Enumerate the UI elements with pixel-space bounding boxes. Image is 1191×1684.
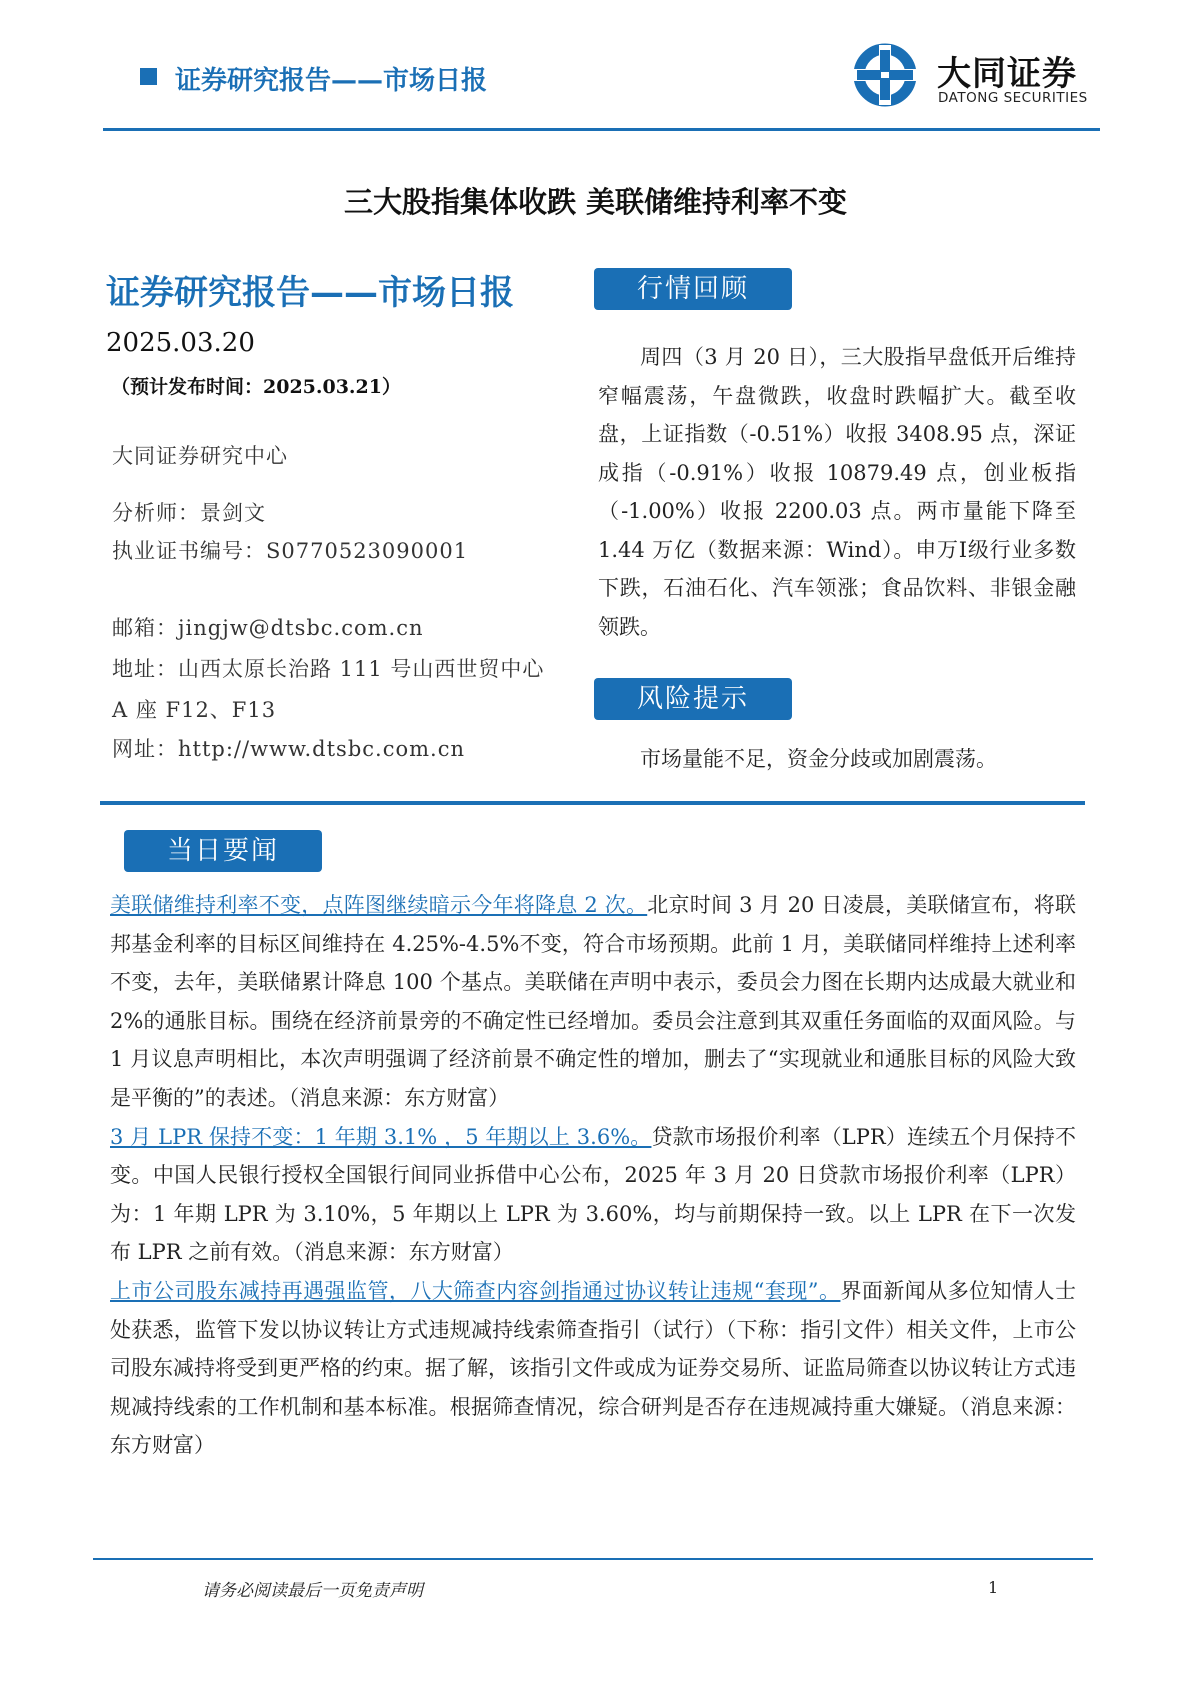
address-line-2: A 座 F12、F13	[112, 698, 277, 722]
disclaimer-note: 请务必阅读最后一页免责声明	[202, 1581, 423, 1601]
market-review-tag: 行情回顾	[594, 268, 792, 310]
page-number: 1	[988, 1578, 999, 1597]
risk-warning-tag: 风险提示	[594, 678, 792, 720]
website-link[interactable]: 网址：http://www.dtsbc.com.cn	[112, 737, 465, 761]
news-item	[110, 1118, 1076, 1272]
news-headline-link[interactable]: 3 月 LPR 保持不变：1 年期 3.1% ，5 年期以上 3.6%。	[110, 1124, 652, 1149]
email-link[interactable]: 邮箱：jingjw@dtsbc.com.cn	[112, 616, 424, 640]
news-headline-link[interactable]: 上市公司股东减持再遇强监管，八大筛查内容剑指通过协议转让违规“套现”。	[110, 1278, 841, 1303]
news-list	[110, 886, 1076, 1465]
news-item	[110, 1272, 1076, 1465]
logo-text-en: DATONG SECURITIES	[938, 90, 1088, 106]
report-date: 2025.03.20	[106, 328, 255, 358]
news-body: 贷款市场报价利率（LPR）连续五个月保持不变。中国人民银行授权全国银行间同业拆借中心公布，2025 年 3 月 20 日贷款市场报价利率（LPR）为：1 年期 LPR 为 3.10%，5 年期以上 LPR 为 3.60%，均与前期保持一致。以上 LPR 在下一次发布 LPR 之前有效。（消息来源：东方财富）	[110, 1124, 1077, 1265]
logo-text-cn: 大同证券	[937, 54, 1077, 94]
news-body: 界面新闻从多位知情人士处获悉，监管下发以协议转让方式违规减持线索筛查指引（试行）（下称：指引文件）相关文件，上市公司股东减持将受到更严格的约束。据了解，该指引文件或成为证券交易所、证监局筛查以协议转让方式违规减持线索的工作机制和基本标准。根据筛查情况，综合研判是否存在违规减持重大嫌疑。（消息来源：东方财富）	[110, 1278, 1076, 1458]
news-headline-link[interactable]: 美联储维持利率不变，点阵图继续暗示今年将降息 2 次。	[110, 893, 648, 917]
analyst-name: 分析师：景剑文	[112, 501, 266, 525]
document-title: 三大股指集体收跌 美联储维持利率不变	[343, 185, 848, 219]
logo-mark-icon	[845, 42, 929, 108]
certificate-number: 执业证书编号：S0770523090001	[112, 539, 469, 563]
daily-news-tag: 当日要闻	[124, 830, 322, 872]
footer-divider	[93, 1558, 1093, 1560]
side-report-title: 证券研究报告——市场日报	[106, 273, 514, 313]
header-divider	[103, 128, 1100, 131]
news-item	[110, 886, 1076, 1118]
address-line-1: 地址：山西太原长治路 111 号山西世贸中心	[112, 657, 545, 681]
company-logo	[845, 42, 1115, 108]
risk-warning-text: 市场量能不足，资金分歧或加剧震荡。	[640, 747, 997, 771]
section-divider	[100, 801, 1085, 805]
header-square-icon	[140, 68, 157, 85]
research-center: 大同证券研究中心	[112, 444, 288, 468]
header-title: 证券研究报告——市场日报	[175, 66, 488, 96]
news-body: 北京时间 3 月 20 日凌晨，美联储宣布，将联邦基金利率的目标区间维持在 4.25%-4.5%不变，符合市场预期。此前 1 月，美联储同样维持上述利率不变，去年，美联储累计降息 100 个基点。美联储在声明中表示，委员会力图在长期内达成最大就业和 2%的通胀目标。围绕在经济前景旁的不确定性已经增加。委员会注意到其双重任务面临的双面风险。与 1 月议息声明相比，本次声明强调了经济前景不确定性的增加，删去了“实现就业和通胀目标的风险大致是平衡的”的表述。（消息来源：东方财富）	[110, 893, 1076, 1110]
publish-time: （预计发布时间：2025.03.21）	[111, 376, 401, 398]
market-review-text: 周四（3 月 20 日），三大股指早盘低开后维持窄幅震荡，午盘微跌，收盘时跌幅扩大。截至收盘，上证指数（-0.51%）收报 3408.95 点，深证成指（-0.91%）收报 10879.49 点，创业板指（-1.00%）收报 2200.03 点。两市量能下降至 1.44 万亿（数据来源：Wind）。申万Ⅰ级行业多数下跌，石油石化、汽车领涨；食品饮料、非银金融领跌。	[598, 345, 1076, 639]
